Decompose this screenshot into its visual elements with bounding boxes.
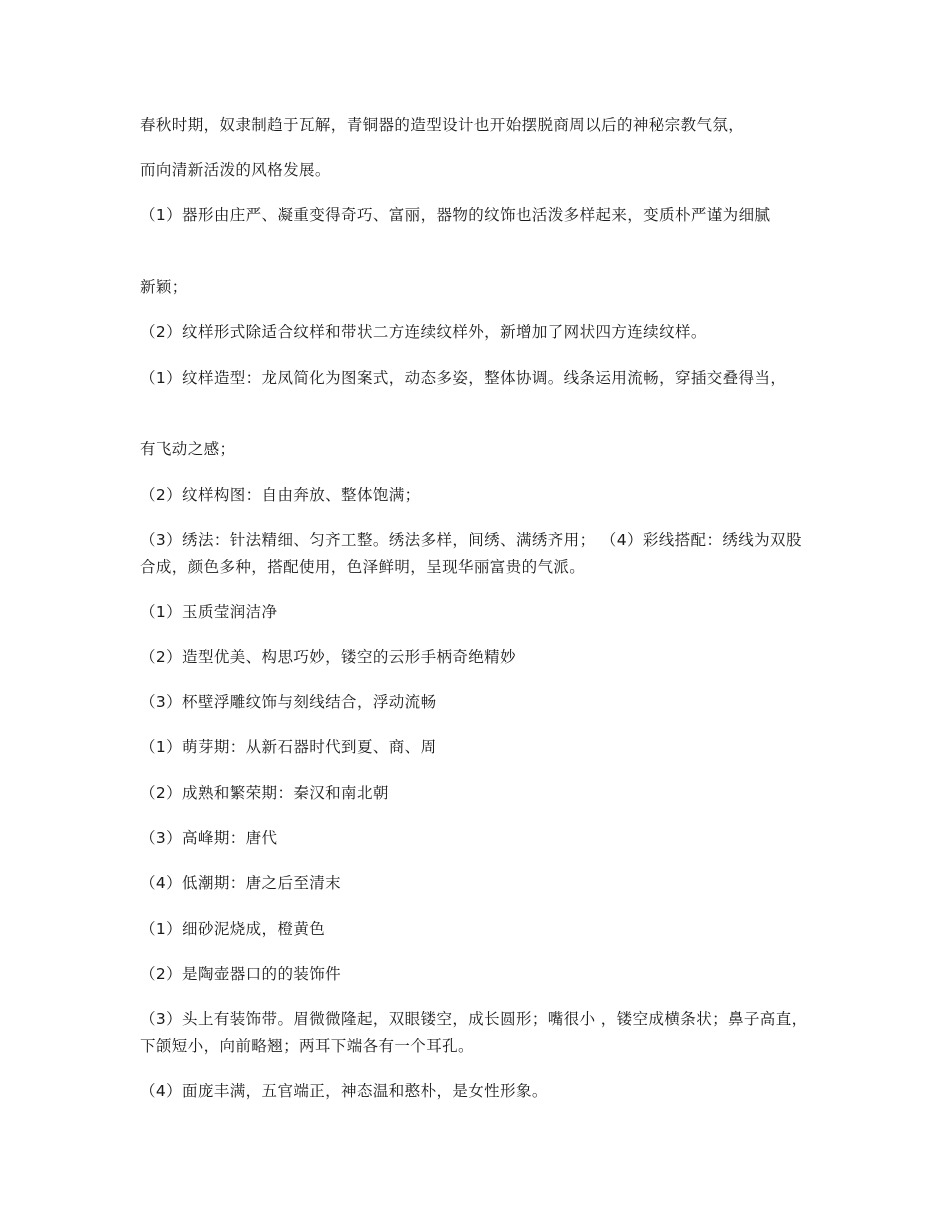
paragraph: （1）纹样造型：龙凤简化为图案式，动态多姿，整体协调。线条运用流畅，穿插交叠得当， [140, 369, 787, 387]
paragraph: （3）杯壁浮雕纹饰与刻线结合，浮动流畅 [140, 693, 437, 711]
paragraph: （1）玉质莹润洁净 [140, 603, 278, 621]
paragraph: （2）成熟和繁荣期：秦汉和南北朝 [140, 784, 389, 802]
paragraph: （4）面庞丰满，五官端正，神态温和憨朴，是女性形象。 [140, 1082, 548, 1100]
paragraph: （1）器形由庄严、凝重变得奇巧、富丽，器物的纹饰也活泼多样起来，变质朴严谨为细腻 [140, 206, 771, 224]
paragraph: （2）纹样构图：自由奔放、整体饱满； [140, 486, 421, 504]
paragraph: （3）绣法：针法精细、匀齐工整。绣法多样，间绣、满绣齐用； （4）彩线搭配：绣线为双股合成，颜色多种，搭配使用，色泽鲜明，呈现华丽富贵的气派。 [140, 531, 802, 576]
paragraph: （1）细砂泥烧成，橙黄色 [140, 920, 326, 938]
paragraph: （3）头上有装饰带。眉微微隆起，双眼镂空，成长圆形；嘴很小 ，镂空成横条状；鼻子高直，下颌短小，向前略翘；两耳下端各有一个耳孔。 [140, 1010, 808, 1055]
paragraph: （2）造型优美、构思巧妙，镂空的云形手柄奇绝精妙 [140, 648, 516, 666]
paragraph: （1）萌芽期：从新石器时代到夏、商、周 [140, 738, 437, 756]
paragraph: 新颖； [140, 278, 188, 296]
paragraph: 春秋时期，奴隶制趋于瓦解，青铜器的造型设计也开始摆脱商周以后的神秘宗教气氛， [140, 116, 745, 134]
paragraph: 而向清新活泼的风格发展。 [140, 161, 331, 179]
paragraph: （3）高峰期：唐代 [140, 829, 278, 847]
paragraph: （2）是陶壶器口的的装饰件 [140, 965, 342, 983]
paragraph: （4）低潮期：唐之后至清末 [140, 874, 342, 892]
paragraph: （2）纹样形式除适合纹样和带状二方连续纹样外，新增加了网状四方连续纹样。 [140, 323, 707, 341]
paragraph: 有飞动之感； [140, 440, 236, 458]
